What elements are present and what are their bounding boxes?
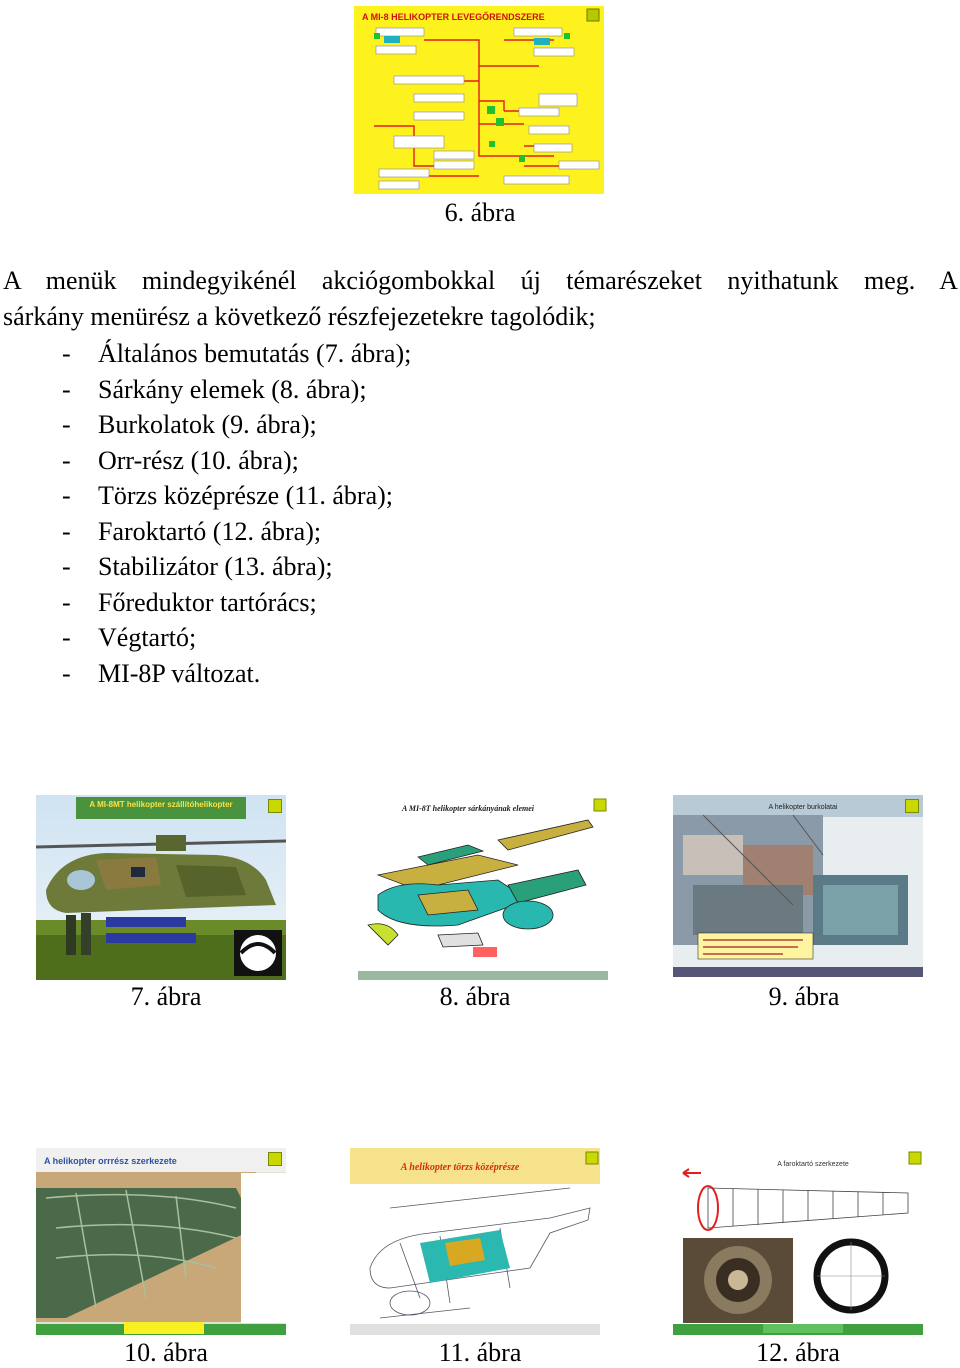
figure-8-caption: 8. ábra xyxy=(439,982,511,1011)
figure-10-thumbnail xyxy=(36,1148,286,1335)
list-item: - Orr-rész (10. ábra); xyxy=(62,445,299,475)
figure-9-caption: 9. ábra xyxy=(768,982,840,1011)
figure-12-caption: 12. ábra xyxy=(756,1338,840,1367)
list-item: - Általános bemutatás (7. ábra); xyxy=(62,339,412,368)
list-item: - Sárkány elemek (8. ábra); xyxy=(62,374,367,404)
diagram-title: A MI-8 HELIKOPTER LEVEGŐRENDSZERE xyxy=(362,12,545,22)
list-item: - Faroktartó (12. ábra); xyxy=(62,516,322,546)
intro-line-1: A menük mindegyikénél akciógombokkal új témarészeket nyithatunk meg. A xyxy=(3,266,958,295)
figure-7-thumbnail xyxy=(36,795,286,980)
figure-8-title: A MI-8T helikopter sárkányának elemei xyxy=(402,804,534,813)
figure-11-caption: 11. ábra xyxy=(438,1338,522,1367)
figure-11-title: A helikopter törzs középrésze xyxy=(400,1162,520,1173)
figure-7-title: A MI-8MT helikopter szállítóhelikopter xyxy=(89,800,233,809)
list-item: - Főreduktor tartórács; xyxy=(62,587,317,617)
intro-line-2: sárkány menürész a következő részfejezetekre tagolódik; xyxy=(3,302,596,331)
figure-9-title: A helikopter burkolatai xyxy=(768,804,838,811)
figure-7-caption: 7. ábra xyxy=(130,982,202,1011)
figure-6-diagram xyxy=(354,6,604,194)
list-item: - Burkolatok (9. ábra); xyxy=(62,410,317,439)
subchapter-list xyxy=(62,336,411,691)
figure-11-thumbnail xyxy=(350,1148,600,1335)
list-item: - Végtartó; xyxy=(62,623,197,652)
list-item: - MI-8P változat. xyxy=(62,658,261,688)
figure-10-title: A helikopter orrrész szerkezete xyxy=(44,1156,177,1166)
figure-12-title: A faroktartó szerkezete xyxy=(777,1161,849,1168)
figure-6-caption: 6. ábra xyxy=(444,198,516,227)
list-item: - Stabilizátor (13. ábra); xyxy=(62,552,333,581)
figure-10-caption: 10. ábra xyxy=(124,1338,208,1367)
list-item: - Törzs középrésze (11. ábra); xyxy=(62,481,393,510)
figure-8-thumbnail xyxy=(358,795,608,980)
figure-9-thumbnail xyxy=(673,795,923,977)
air-system-diagram xyxy=(354,6,604,194)
figure-12-thumbnail xyxy=(673,1148,923,1335)
